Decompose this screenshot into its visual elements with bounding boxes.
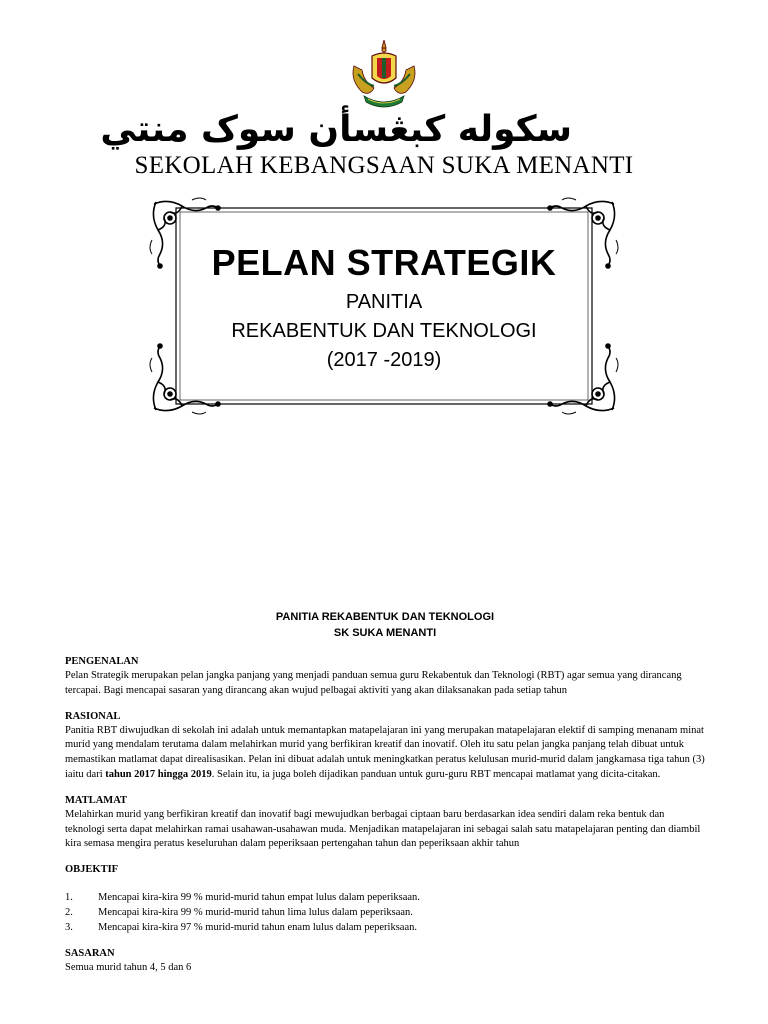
cover-subtitle-panitia: PANITIA [345,291,423,313]
section-heading: MATLAMAT [65,794,128,806]
cover-title-block [176,238,592,375]
list-item [65,906,705,921]
school-name-jawi: سکوله کبڠسأن سوک منتي [100,109,572,150]
document-body [65,609,705,986]
list-item-text: Mencapai kira-kira 99 % murid-murid tahun lima lulus dalam peperiksaan. [98,906,413,918]
section-heading: PENGENALAN [65,656,139,667]
document-heading-line1: PANITIA REKABENTUK DAN TEKNOLOGI [275,611,495,623]
objective-list [65,891,705,935]
section-sasaran [65,947,705,976]
section-text-part: Panitia RBT diwujudkan di sekolah ini adalah untuk memantapkan matapelajaran ini yang merupakan matapelajaran elektif di samping menanam minat murid yang mendalam terutama dalam melahirkan murid yang berfikiran kreatif dan inovatif. Oleh itu satu pelan jangka panjang telah dibuat untuk memastikan matlamat dapat direalisasikan. Pelan ini dibuat adalah untuk meningkatkan peratus kelulusan murid-murid dalam jangkamasa tiga tahun (3) iaitu dari [65,724,705,780]
section-text: Pelan Strategik merupakan pelan jangka panjang yang menjadi panduan semua guru Rekabentuk dan Teknologi (RBT) agar semua yang dirancang tercapai. Bagi mencapai sasaran yang dirancang akan wujud pelbagai aktiviti yang akan dilaksanakan pada setiap tahun [65,670,682,696]
cover-subtitle-subject: REKABENTUK DAN TEKNOLOGI [231,320,537,342]
section-text: Semua murid tahun 4, 5 dan 6 [65,961,192,973]
school-name: SEKOLAH KEBANGSAAN SUKA MENANTI [134,152,634,179]
section-pengenalan [65,655,705,699]
section-matlamat [65,794,705,852]
section-heading: SASARAN [65,947,115,959]
list-item-text: Mencapai kira-kira 99 % murid-murid tahun empat lulus dalam peperiksaan. [98,892,420,904]
cover-title: PELAN STRATEGIK [211,242,557,283]
list-item-text: Mencapai kira-kira 97 % murid-murid tahun enam lulus dalam peperiksaan. [98,921,417,933]
section-heading: RASIONAL [65,710,121,722]
cover-subtitle-years: (2017 -2019) [326,349,442,371]
section-objektif [65,863,705,935]
school-crest-logo [344,36,424,112]
section-text-part: . Selain itu, ia juga boleh dijadikan panduan untuk guru-guru RBT mencapai matlamat yang dicita-citakan. [211,768,661,780]
list-item-number: 1. [65,892,73,904]
section-rasional [65,710,705,783]
document-heading-line2: SK SUKA MENANTI [333,627,437,639]
list-item-number: 3. [65,921,73,933]
list-item [65,891,705,906]
document-heading [65,609,705,641]
section-text: Melahirkan murid yang berfikiran kreatif dan inovatif bagi mewujudkan berbagai ciptaan baru berdasarkan idea sendiri dalam reka bentuk dan teknologi serta dapat melahirkan ramai usahawan-usahawan muda. Menjadikan matapelajaran ini sebagai salah satu matapelajaran penting dan diambil kira semasa mengira peratus keseluruhan dalam peperiksaan pertengahan tahun dan peperiksaan akhir tahun [65,808,701,850]
section-text-bold: tahun 2017 hingga 2019 [105,768,212,780]
list-item [65,921,705,936]
list-item-number: 2. [65,906,73,918]
section-heading: OBJEKTIF [65,864,119,876]
section-text [65,724,705,783]
